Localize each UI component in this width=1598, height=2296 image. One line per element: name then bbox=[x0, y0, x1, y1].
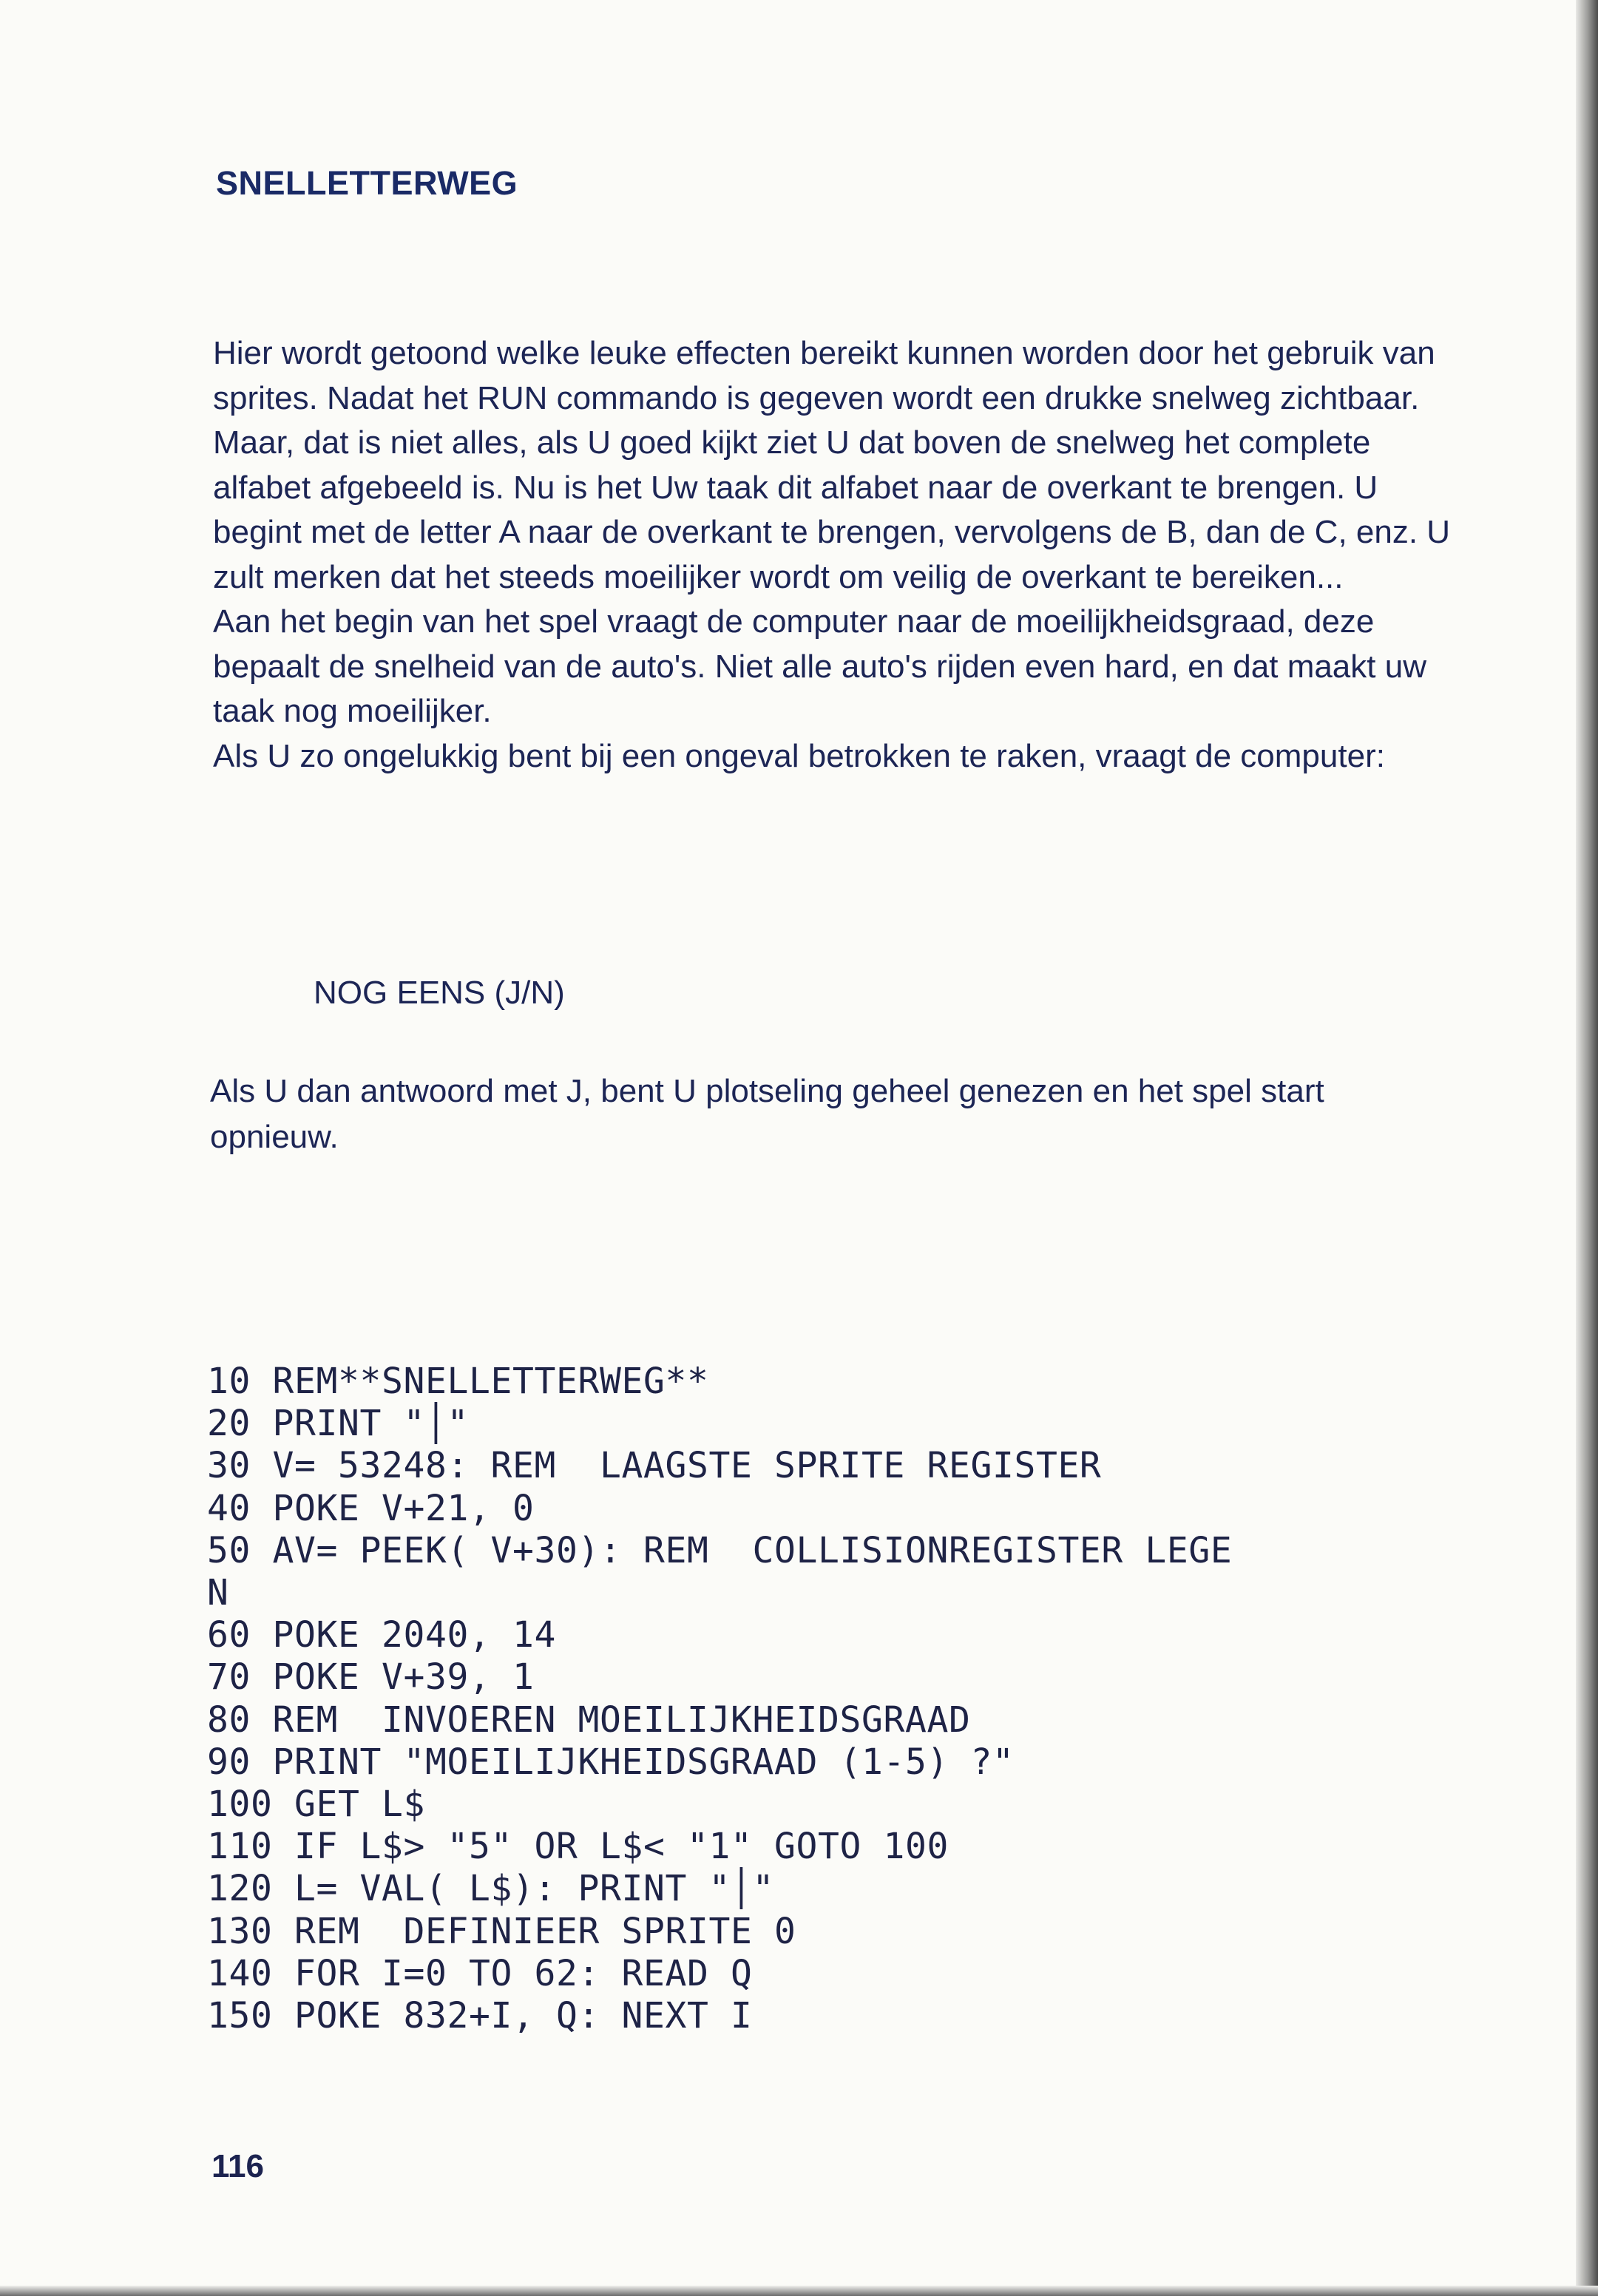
code-line: 20 PRINT "│" bbox=[207, 1403, 469, 1445]
page-edge-shadow bbox=[1576, 0, 1598, 2296]
closing-paragraph: Als U dan antwoord met J, bent U plotseling geheel genezen en het spel start opnieuw. bbox=[210, 1073, 1324, 1155]
code-line: 130 REM DEFINIEER SPRITE 0 bbox=[207, 1910, 796, 1952]
paragraph: Hier wordt getoond welke leuke effecten bereikt kunnen worden door het gebruik van sprites. Nadat het RUN commando is gegeven wordt een drukke snelweg zichtbaar. bbox=[213, 335, 1435, 416]
code-line: 100 GET L$ bbox=[207, 1784, 425, 1826]
code-line: 110 IF L$> "5" OR L$< "1" GOTO 100 bbox=[207, 1826, 949, 1868]
code-line: 10 REM**SNELLETTERWEG** bbox=[207, 1361, 709, 1402]
code-line: N bbox=[207, 1572, 229, 1614]
code-line: 60 POKE 2040, 14 bbox=[207, 1614, 556, 1656]
computer-prompt: NOG EENS (J/N) bbox=[314, 975, 565, 1011]
paragraph: Aan het begin van het spel vraagt de computer naar de moeilijkheidsgraad, deze bepaalt de snelheid van de auto's. Niet alle auto's rijden even hard, en dat maakt uw taak nog moeilijker. bbox=[213, 603, 1426, 729]
code-line: 140 FOR I=0 TO 62: READ Q bbox=[207, 1952, 753, 1994]
code-line: 150 POKE 832+I, Q: NEXT I bbox=[207, 1995, 753, 2037]
code-line: 120 L= VAL( L$): PRINT "│" bbox=[207, 1868, 774, 1910]
code-line: 80 REM INVOEREN MOEILIJKHEIDSGRAAD bbox=[207, 1699, 971, 1741]
code-line: 40 POKE V+21, 0 bbox=[207, 1487, 535, 1529]
page-number: 116 bbox=[211, 2148, 264, 2184]
page-title: SNELLETTERWEG bbox=[216, 164, 518, 202]
page-bottom-shadow bbox=[0, 2286, 1598, 2296]
paragraph: Maar, dat is niet alles, als U goed kijkt ziet U dat boven de snelweg het complete alfabet afgebeeld is. Nu is het Uw taak dit alfabet naar de overkant te brengen. U begint met de letter A naar de overkant te brengen, vervolgens de B, dan de C, enz. U zult merken dat het steeds moeilijker wordt om veilig de overkant te bereiken... bbox=[213, 424, 1451, 595]
code-line: 50 AV= PEEK( V+30): REM COLLISIONREGISTER LEGE bbox=[207, 1529, 1233, 1571]
code-line: 70 POKE V+39, 1 bbox=[207, 1656, 535, 1699]
code-line: 90 PRINT "MOEILIJKHEIDSGRAAD (1-5) ?" bbox=[207, 1741, 1015, 1783]
basic-program-listing bbox=[207, 1361, 1232, 2037]
paragraph: Als U zo ongelukkig bent bij een ongeval betrokken te raken, vraagt de computer: bbox=[213, 737, 1385, 774]
intro-text bbox=[213, 331, 1455, 779]
code-line: 30 V= 53248: REM LAAGSTE SPRITE REGISTER bbox=[207, 1445, 1102, 1487]
